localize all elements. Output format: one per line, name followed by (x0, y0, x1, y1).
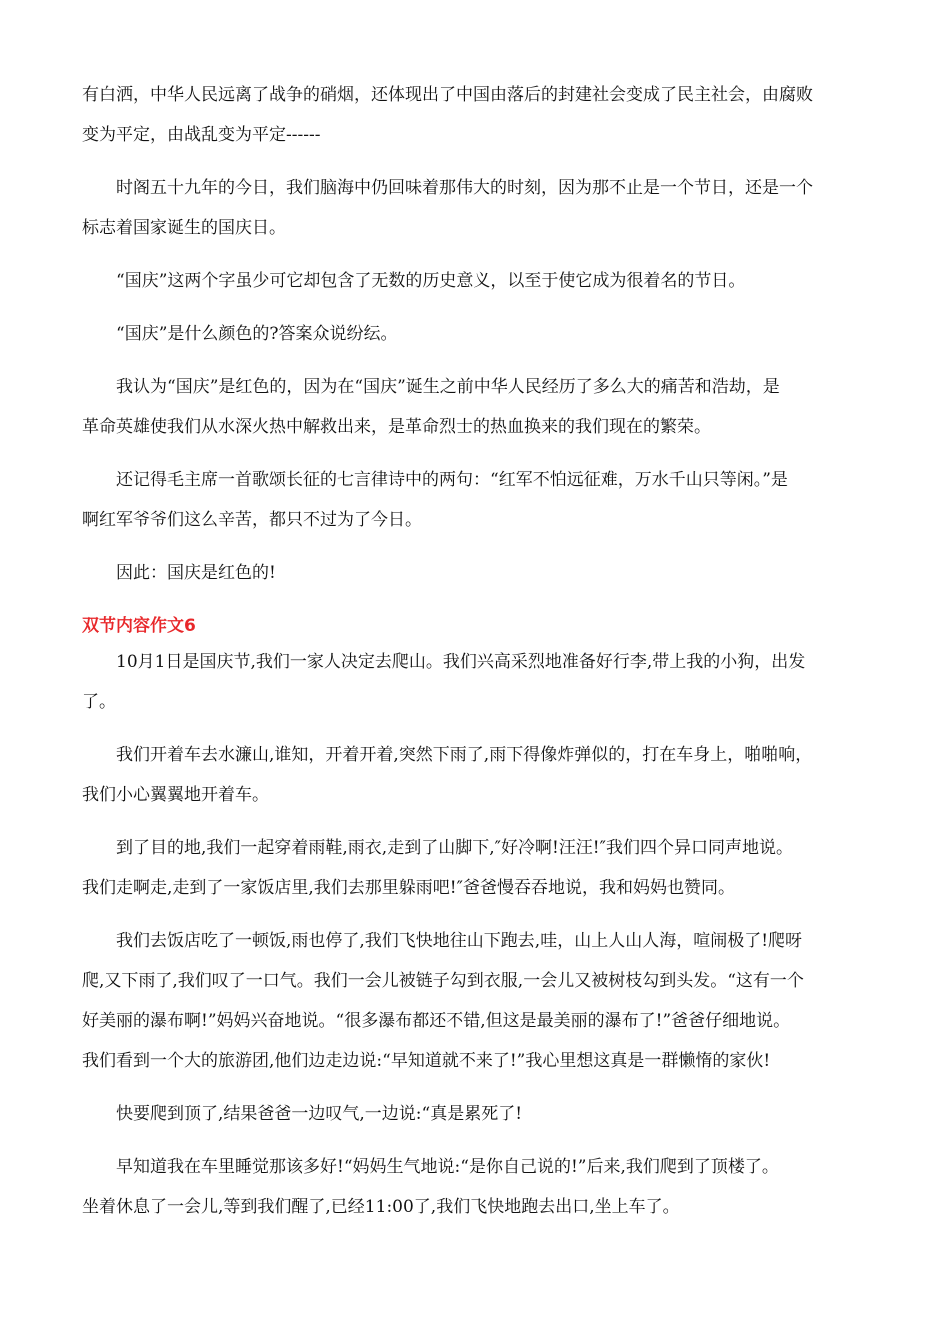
paragraph-line: 我们开着车去水濂山,谁知，开着开着,突然下雨了,雨下得像炸弹似的，打在车身上，啪啪响， (116, 745, 813, 765)
paragraph-line: 我认为“国庆”是红色的，因为在“国庆”诞生之前中华人民经历了多么大的痛苦和浩劫，是 (116, 377, 780, 397)
section-heading: 双节内容作文6 (82, 616, 196, 636)
paragraph-line: “国庆”是什么颜色的?答案众说纷纭。 (116, 324, 398, 344)
paragraph-line: 因此：国庆是红色的! (116, 563, 276, 583)
paragraph-line: 标志着国家诞生的国庆日。 (82, 218, 286, 238)
paragraph-line: 我们去饭店吃了一顿饭,雨也停了,我们飞快地往山下跑去,哇，山上人山人海，喧闹极了!爬呀 (116, 931, 803, 951)
paragraph-line: 啊红军爷爷们这么辛苦，都只不过为了今日。 (82, 510, 422, 530)
paragraph-line: 早知道我在车里睡觉那该多好!“妈妈生气地说:“是你自己说的!”后来,我们爬到了顶楼了。 (116, 1157, 779, 1177)
paragraph-line: 还记得毛主席一首歌颂长征的七言律诗中的两句：“红军不怕远征难，万水千山只等闲。”是 (116, 470, 788, 490)
paragraph-line: “国庆”这两个字虽少可它却包含了无数的历史意义，以至于使它成为很着名的节日。 (116, 271, 746, 291)
paragraph-line: 有白洒，中华人民远离了战争的硝烟，还体现出了中国由落后的封建社会变成了民主社会，由腐败 (82, 85, 813, 105)
paragraph-line: 10月1日是国庆节,我们一家人决定去爬山。我们兴高采烈地准备好行李,带上我的小狗，出发 (116, 652, 806, 672)
paragraph-line: 坐着休息了一会儿,等到我们醒了,已经11:00了,我们飞快地跑去出口,坐上车了。 (82, 1197, 680, 1217)
paragraph-line: 我们小心翼翼地开着车。 (82, 785, 269, 805)
paragraph-line: 爬,又下雨了,我们叹了一口气。我们一会儿被链子勾到衣服,一会儿又被树枝勾到头发。“这有一个 (82, 971, 804, 991)
paragraph-line: 革命英雄使我们从水深火热中解救出来，是革命烈士的热血换来的我们现在的繁荣。 (82, 417, 711, 437)
paragraph-line: 好美丽的瀑布啊!”妈妈兴奋地说。“很多瀑布都还不错,但这是最美丽的瀑布了!”爸爸仔细地说。 (82, 1011, 791, 1031)
paragraph-line: 了。 (82, 692, 116, 712)
paragraph-line: 到了目的地,我们一起穿着雨鞋,雨衣,走到了山脚下,″好冷啊!汪汪!″我们四个异口同声地说。 (116, 838, 793, 858)
paragraph-line: 时阁五十九年的今日，我们脑海中仍回味着那伟大的时刻，因为那不止是一个节日，还是一个 (116, 178, 813, 198)
paragraph-line: 快要爬到顶了,结果爸爸一边叹气,一边说:“真是累死了! (116, 1104, 523, 1124)
paragraph-line: 我们走啊走,走到了一家饭店里,我们去那里躲雨吧!″爸爸慢吞吞地说，我和妈妈也赞同。 (82, 878, 735, 898)
paragraph-line: 我们看到一个大的旅游团,他们边走边说:“早知道就不来了!”我心里想这真是一群懒惰的家伙! (82, 1051, 771, 1071)
paragraph-line: 变为平定，由战乱变为平定------ (82, 125, 321, 145)
